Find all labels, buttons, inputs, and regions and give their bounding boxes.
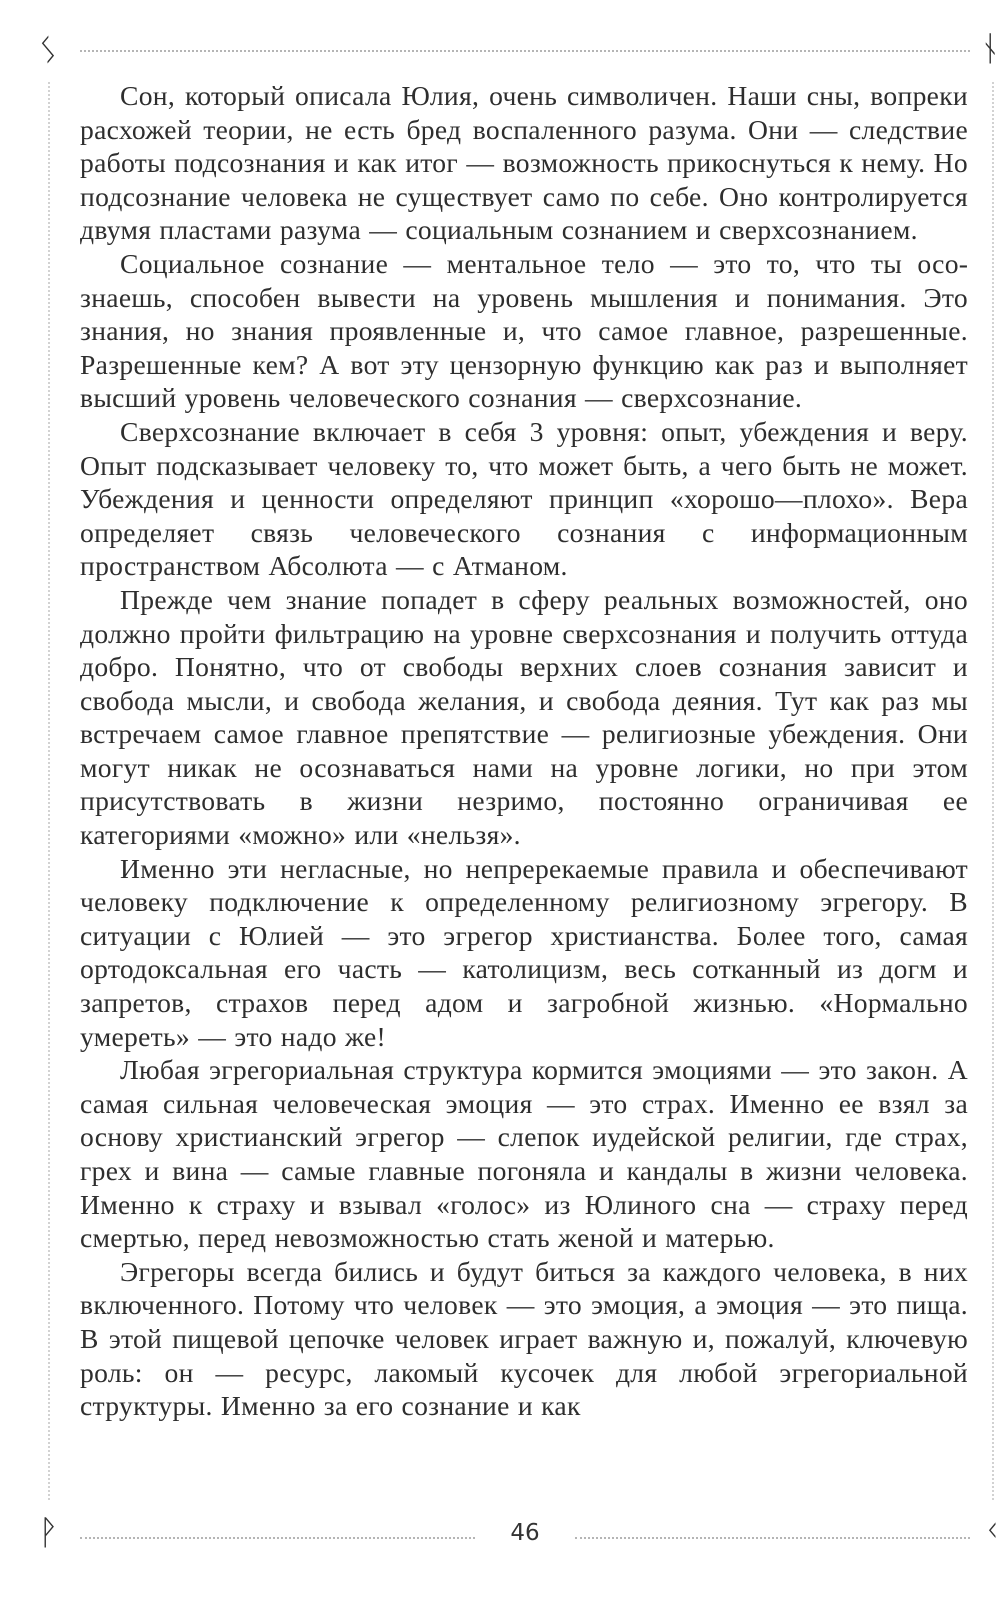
body-text xyxy=(80,79,968,1423)
footer-dotted-rule-left xyxy=(80,1537,475,1539)
paragraph: Прежде чем знание попадет в сферу реальных возможностей, оно должно пройти фильтрацию на уровне сверхсознания и получить оттуда добро. Понятно, что от свободы верхних слоев сознания зависит и свобода мысли, и свобода желания, и свобода деяния. Тут как раз мы встречаем самое главное препятствие — религиозные убеждения. Они могут никак не осознаваться нами на уровне логики, но при этом присутствовать в жизни незримо, постоянно ограничивая ее категориями «можно» или «нельзя». xyxy=(80,583,968,851)
header-dotted-rule xyxy=(80,50,970,52)
page-number: 46 xyxy=(510,1520,540,1546)
paragraph: Сон, который описала Юлия, очень символичен. Наши сны, вопреки расхожей теории, не есть бред воспаленного разума. Они — следствие работы подсознания и как итог — возможность прикоснуться к нему. Но подсознание человека не существует само по себе. Оно контролируется двумя пластами разума — социальным сознанием и сверхсознанием. xyxy=(80,80,968,246)
right-margin-rule xyxy=(992,82,994,1500)
paragraph: Эгрегоры всегда бились и будут биться за каждого человека, в них включенного. Потому что человек — это эмоция, а эмоция — это пища. В этой пищевой цепочке человек играет важную и, пожалуй, ключевую роль: он — ресурс, лакомый кусочек для любой эгрегориальной структуры. Именно за его сознание и как xyxy=(80,1255,968,1422)
paragraph: Социальное сознание — ментальное тело — это то, что ты осознаешь, способен вывести на уровень мышления и понимания. Это знания, но знания проявленные и, что самое главное, разрешенные. Разрешенные кем? А вот эту цензорную функцию как раз и выполняет высший уровень человеческого сознания — сверхсознание. xyxy=(80,247,968,414)
footer-dotted-rule-right xyxy=(575,1537,970,1539)
rune-wunjo-icon: ᚹ xyxy=(38,1513,59,1553)
rune-kaunan-icon: ᚲ xyxy=(982,1511,1002,1551)
left-margin-rule xyxy=(48,82,50,1500)
paragraph: Сверхсознание включает в себя 3 уровня: опыт, убеждения и веру. Опыт подсказывает человеку то, что может быть, а чего быть не может. Убеждения и ценности определяют принцип «хорошо—плохо». Вера определяет связь человеческого сознания с информационным пространством Абсолюта — с Атманом. xyxy=(80,415,968,582)
rune-sowilo-icon: ᛊ xyxy=(38,31,59,71)
paragraph: Именно эти негласные, но непререкаемые правила и обеспечивают человеку подключение к определенному религиозному эгрегору. В ситуации с Юлией — это эгрегор христианства. Более того, самая ортодоксальная его часть — католицизм, весь сотканный из догм и запретов, страхов перед адом и загробной жизнью. «Нормально умереть» — это надо же! xyxy=(80,852,968,1052)
paragraph: Любая эгрегориальная структура кормится эмоциями — это закон. А самая сильная человеческая эмоция — это страх. Именно ее взял за основу христианский эгрегор — слепок иудейской религии, где страх, грех и вина — самые главные погоняла и кандалы в жизни человека. Именно к страху и взывал «голос» из Юлиного сна — страху перед смертью, перед невозможностью стать женой и матерью. xyxy=(80,1054,968,1254)
rune-naudiz-icon: ᚾ xyxy=(980,29,1001,69)
